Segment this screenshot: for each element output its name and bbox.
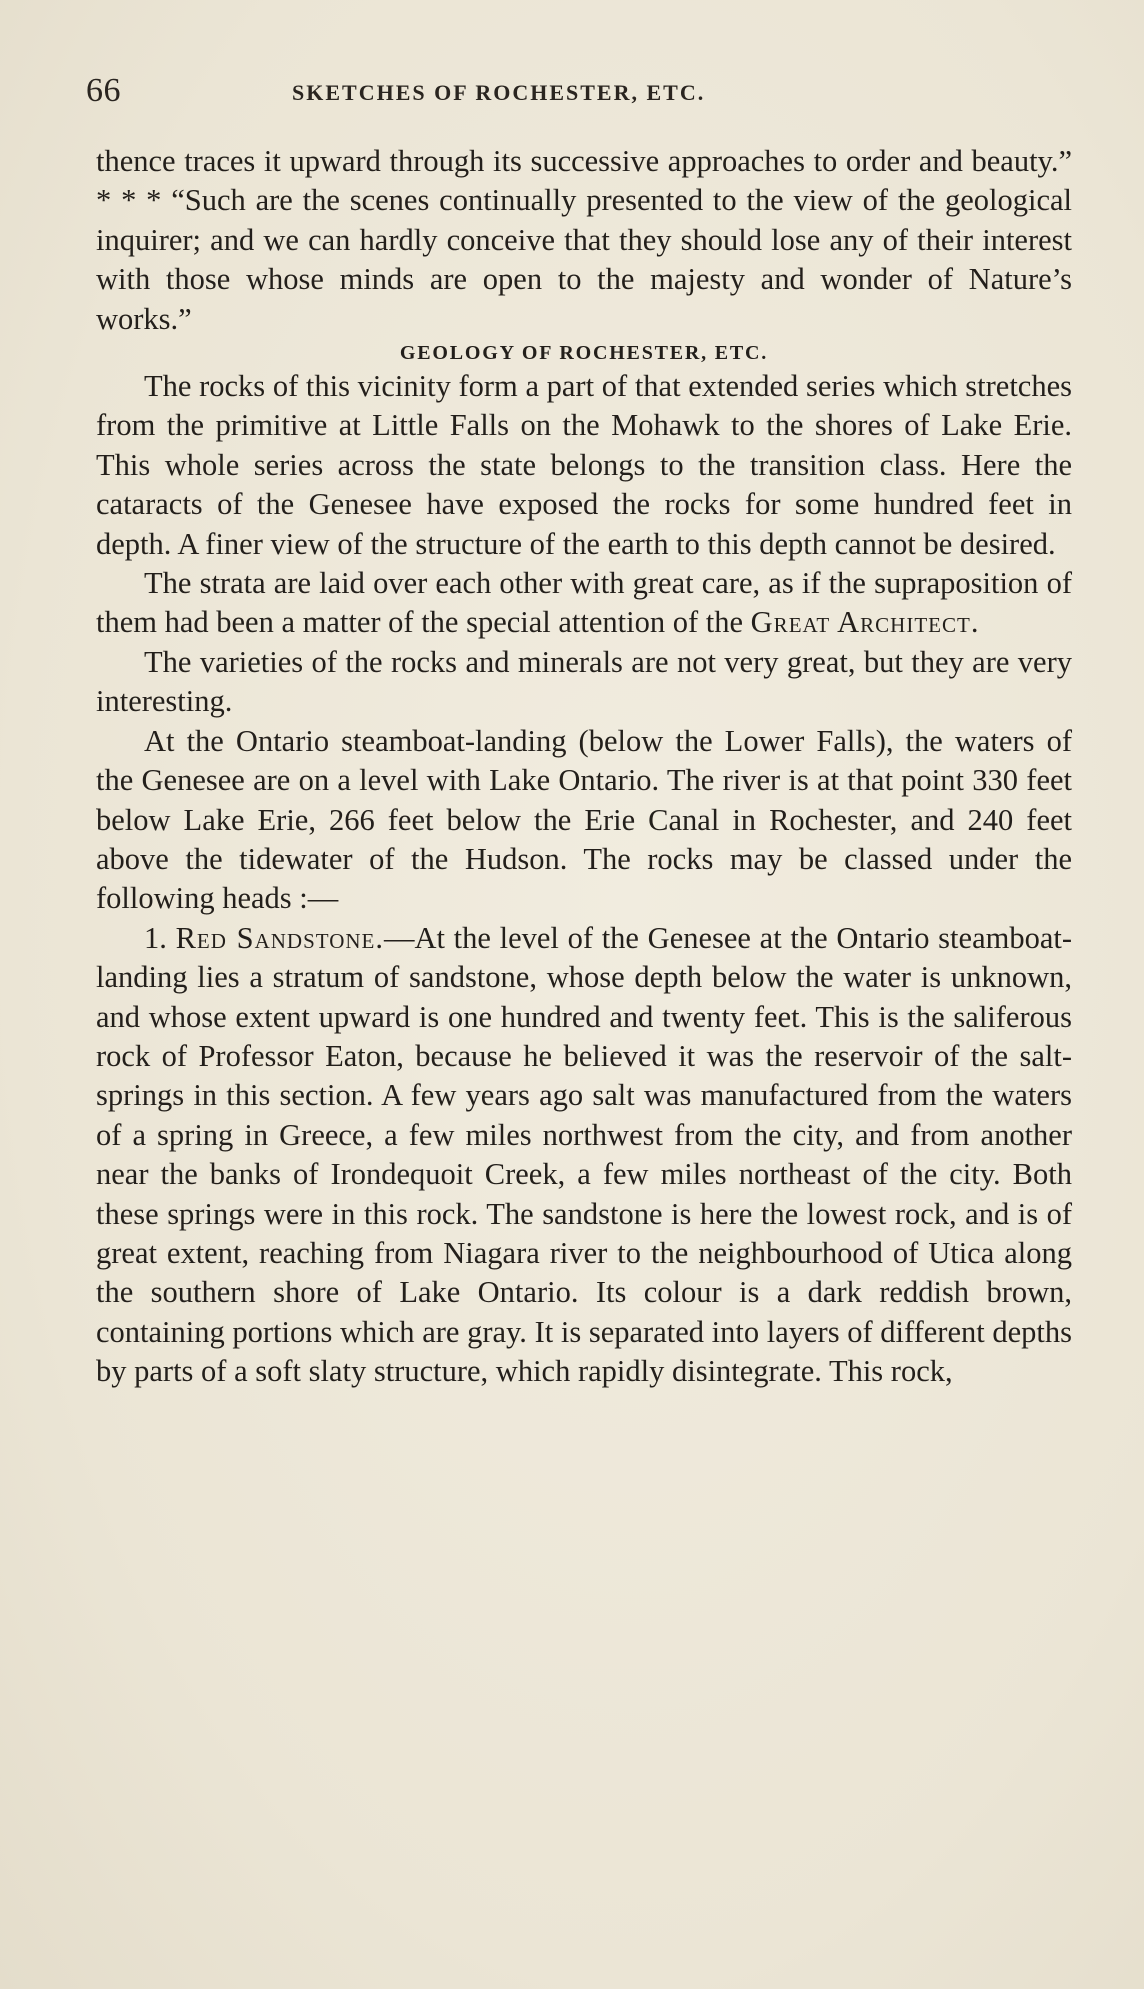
page-number: 66 (86, 72, 121, 109)
running-head (86, 72, 1066, 112)
continuation-paragraph: thence traces it upward through its successive approaches to order and beauty.” * * * “Such are the scenes continually presented to the view of the geological inquirer; and we can hardly conceive that they should lose any of their interest with those whose minds are open to the majesty and wonder of Nature’s works.” (96, 144, 1072, 336)
red-sandstone-text: —At the level of the Genesee at the Ontario steamboat-landing lies a stratum of sandstone, whose depth below the water is unknown, and whose extent upward is one hundred and twenty feet. This is the saliferous rock of Professor Eaton, because he believed it was the reservoir of the salt-springs in this section. A few years ago salt was manufactured from the waters of a spring in Greece, a few miles northwest from the city, and from another near the banks of Irondequoit Creek, a few miles northeast of the city. Both these springs were in this rock. The sandstone is here the lowest rock, and is of great extent, reaching from Niagara river to the neighbourhood of Utica along the southern shore of Lake Ontario. Its colour is a dark reddish brown, containing portions which are gray. It is separated into layers of different depths by parts of a soft slaty structure, which rapidly disintegrate. This rock, (96, 920, 1072, 1389)
paragraph-red-sandstone (96, 919, 1072, 1392)
running-title: SKETCHES OF ROCHESTER, ETC. (292, 80, 706, 105)
great-architect-smallcaps: Great Architect. (750, 605, 980, 640)
paragraph-strata (96, 564, 1072, 643)
paragraph-rocks-vicinity: The rocks of this vicinity form a part of that extended series which stretches from the primitive at Little Falls on the Mohawk to the shores of Lake Erie. This whole series across the state belongs to the transition class. Here the cataracts of the Genesee have exposed the rocks for some hundred feet in depth. A finer view of the structure of the earth to this depth cannot be desired. (96, 369, 1072, 561)
red-sandstone-heading: Red Sandstone. (175, 920, 384, 955)
body-text (96, 142, 1072, 1392)
strata-text: The strata are laid over each other with great care, as if the supraposition of them had been a matter of the special attention of the (96, 566, 1072, 640)
item-number: 1. (144, 920, 176, 955)
paragraph-steamboat-landing: At the Ontario steamboat-landing (below the Lower Falls), the waters of the Genesee are on a level with Lake Ontario. The river is at that point 330 feet below Lake Erie, 266 feet below the Erie Canal in Rochester, and 240 feet above the tidewater of the Hudson. The rocks may be classed under the following heads :— (96, 723, 1072, 916)
paragraph-varieties: The varieties of the rocks and minerals are not very great, but they are very interesting. (96, 644, 1072, 719)
section-heading: GEOLOGY OF ROCHESTER, ETC. (399, 342, 769, 365)
